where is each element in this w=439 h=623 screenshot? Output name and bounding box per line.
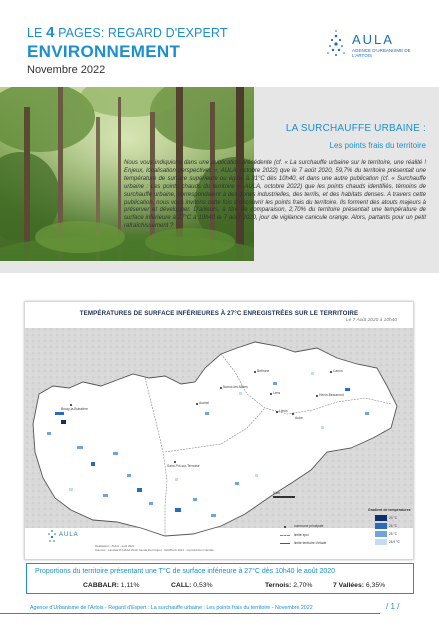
- map-logo-icon: [45, 528, 59, 546]
- legend-swatch: [375, 531, 387, 537]
- credit-line: Sources : Landsat 8 (NASA 2019, bande thermique) - IGN/Paris 2021 - reproduction interdite: [95, 547, 214, 552]
- stat-value: 0,53%: [193, 582, 213, 589]
- page-footer: Agence d'Urbanisme de l'Artois - Regard d'Expert : La surchauffe urbaine : Les points frais du territoire - Novembre 2022: [30, 605, 313, 611]
- place-label: Lens: [273, 391, 281, 395]
- scale-label: 5 km: [273, 491, 280, 495]
- publication-date: Novembre 2022: [27, 64, 106, 76]
- legend-swatch: [375, 523, 387, 529]
- place-label: Avion: [295, 416, 304, 420]
- legend-commune: [280, 524, 360, 530]
- series-name: REGARD D'EXPERT: [107, 26, 228, 40]
- stat-cabbalr: [83, 582, 140, 589]
- pages-word: PAGES: [58, 26, 101, 40]
- legend-level: [375, 523, 407, 530]
- legend-title: Gradient de températures: [368, 508, 411, 512]
- stat-ternois: [265, 582, 312, 589]
- series-separator: :: [100, 26, 105, 40]
- place-label: Liévin: [279, 409, 288, 413]
- series-prefix: LE: [27, 26, 43, 40]
- theme-title: ENVIRONNEMENT: [27, 42, 181, 61]
- legend-item-label: limite territoire d'étude: [294, 541, 327, 545]
- map-legend: [280, 508, 410, 556]
- stat-value: 1,11%: [120, 582, 140, 589]
- stats-box: [26, 563, 414, 594]
- footer-rule: [0, 613, 380, 614]
- territory-line-marker: [280, 543, 290, 544]
- legend-swatch: [375, 515, 387, 521]
- legend-item-label: commune principale: [294, 524, 324, 528]
- commune-marker: [284, 526, 286, 528]
- page-number: / 1 /: [386, 602, 400, 611]
- stat-7-vallees: [333, 582, 385, 589]
- series-line: [27, 24, 287, 41]
- stat-label: CABBALR:: [83, 582, 119, 589]
- place-label: Saint-Pol-sur-Ternoise: [167, 464, 200, 468]
- place-label: Hénin-Beaumont: [319, 393, 344, 397]
- place-label: Béthune: [257, 369, 270, 373]
- map-title: TEMPÉRATURES DE SURFACE INFÉRIEURES À 27°C ENREGISTRÉES SUR LE TERRITOIRE: [79, 310, 359, 317]
- legend-item-label: limite epci: [294, 533, 309, 537]
- intro-paragraph: Nous vous indiquions dans une publication précédente (cf. « La surchauffe urbaine sur le territoire, une réalité ! Enjeux, localisation perspectives », AULA, octobre 2022) que le 7 août 2020, 59,7% du territoire présentait une température de surface supérieure ou égale à 31°C dès 10h40, et dans une autre publication (cf. « Surchauffe urbaine : Les points chauds du territoire », AULA, octobre 2022) que les points chauds identifiés, témoins de surchauffe urbaine, correspondaient à des zones industrielles, des terrils, et des habitats denses. A travers cette publication, nous vous invitons cette fois à découvrir les points frais du territoire. Ils forment des atouts majeurs à préserver et développer. D'ailleurs, à titre de comparaison, 2,70% du territoire présentait une température de surface inférieure à 27°C à 10h40 le 7 août 2020, jour de vigilance canicule orange. Alors, partants pour un petit rafraîchissement ?: [124, 160, 426, 230]
- legend-level: [375, 539, 407, 546]
- logo-subtitle: AGENCE D'URBANISME DE L'ARTOIS: [352, 48, 411, 58]
- article-subtitle: Les points frais du territoire: [329, 141, 426, 150]
- logo-name: AULA: [352, 32, 394, 47]
- legend-level-label: 26,9 °C: [389, 540, 400, 544]
- stat-value: 6,35%: [365, 582, 386, 589]
- legend-level-label: 24 °C: [389, 524, 398, 528]
- place-label: Noeux-les-Mines: [223, 385, 248, 389]
- stat-label: Ternois:: [265, 582, 292, 589]
- map-date: Le 7 Août 2020 à 10h40: [345, 318, 397, 323]
- scale-bar: [273, 496, 295, 498]
- place-label: Bruay-la-Buissière: [61, 407, 88, 411]
- map-logo-name: AULA: [59, 532, 79, 538]
- map-aula-logo: [45, 528, 85, 550]
- legend-territory: [280, 541, 360, 547]
- stats-title: Proportions du territoire présentant une T°C de surface inférieure à 27°C dès 10h40 le août 2020: [35, 568, 336, 575]
- epci-line-marker: [280, 535, 290, 536]
- aula-logo: [322, 26, 422, 70]
- place-label: Auchel: [199, 401, 210, 405]
- legend-level: [375, 531, 407, 538]
- article-title: LA SURCHAUFFE URBAINE :: [285, 123, 426, 134]
- publication-header: [27, 24, 287, 76]
- stat-call: [171, 582, 213, 589]
- place-label: Carvin: [333, 369, 343, 373]
- legend-level: [375, 515, 407, 522]
- legend-epci: [280, 533, 360, 539]
- stat-label: 7 Vallées:: [333, 582, 364, 589]
- map-scale: [273, 491, 303, 499]
- legend-swatch: [375, 539, 387, 545]
- aula-logo-icon: [322, 26, 352, 70]
- stat-label: CALL:: [171, 582, 192, 589]
- legend-level-label: 25 °C: [389, 532, 398, 536]
- map-credits: [95, 545, 245, 552]
- credit-line: Réalisation : AULA - août 2022: [95, 544, 135, 548]
- map-figure: [24, 301, 414, 560]
- pages-number: 4: [46, 24, 55, 41]
- legend-level-label: 23 °C: [389, 516, 398, 520]
- stat-value: 2,70%: [293, 582, 313, 589]
